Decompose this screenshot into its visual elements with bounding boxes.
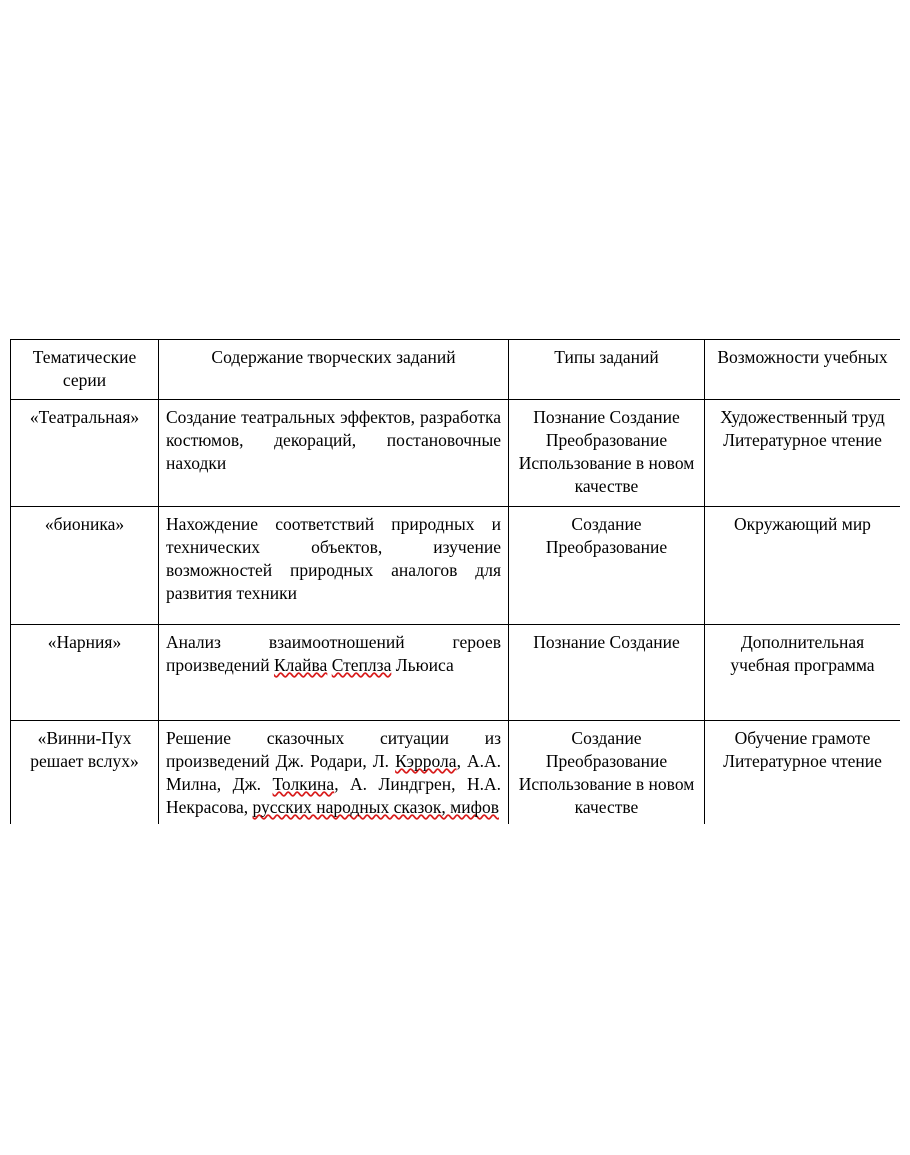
table-header-row [11,340,901,400]
table-body [11,400,901,824]
content-text-part: Решение сказочных ситуации из произведений Дж. Родари, Л. [166,727,501,771]
cell-types: Познание Создание [509,624,705,720]
table-container [10,339,900,824]
creative-tasks-table [10,339,900,824]
content-text-part: Льюиса [391,654,454,675]
cell-content: Создание театральных эффектов, разработка костюмов, декораций, постановочные находки [159,400,509,506]
cell-series: «бионика» [11,506,159,624]
misspelled-word: Толкина [272,773,335,794]
misspelled-word: Степлза [331,654,392,675]
cell-series: «Театральная» [11,400,159,506]
column-header-subjects: Возможности учебных [705,340,901,400]
cell-series: «Винни-Пух решает вслух» [11,720,159,824]
table-row [11,720,901,824]
cell-types: Создание Преобразование [509,506,705,624]
table-header [11,340,901,400]
table-row [11,506,901,624]
cell-types: Познание Создание Преобразование Использование в новом качестве [509,400,705,506]
cell-types: Создание Преобразование Использование в новом качестве [509,720,705,824]
column-header-types: Типы заданий [509,340,705,400]
cell-content [159,720,509,824]
content-text-part: Анализ взаимоотношений героев произведений [166,631,501,675]
cell-subjects: Обучение грамоте Литературное чтение [705,720,901,824]
cell-series: «Нарния» [11,624,159,720]
column-header-series: Тематические серии [11,340,159,400]
table-row [11,624,901,720]
cell-subjects: Дополнительная учебная программа [705,624,901,720]
content-text-part: , А.А. Милна, Дж. [166,750,501,794]
cell-subjects: Художественный труд Литературное чтение [705,400,901,506]
cell-subjects: Окружающий мир [705,506,901,624]
misspelled-phrase: русских народных сказок, мифов [252,796,499,817]
table-row [11,400,901,506]
cell-content [159,624,509,720]
misspelled-word: Клайва [273,654,328,675]
misspelled-word: Кэррола [395,750,457,771]
column-header-content: Содержание творческих заданий [159,340,509,400]
cell-content: Нахождение соответствий природных и технических объектов, изучение возможностей природных аналогов для развития техники [159,506,509,624]
content-text-part: , А. Линдгрен, Н.А. Некрасова, [166,773,501,817]
